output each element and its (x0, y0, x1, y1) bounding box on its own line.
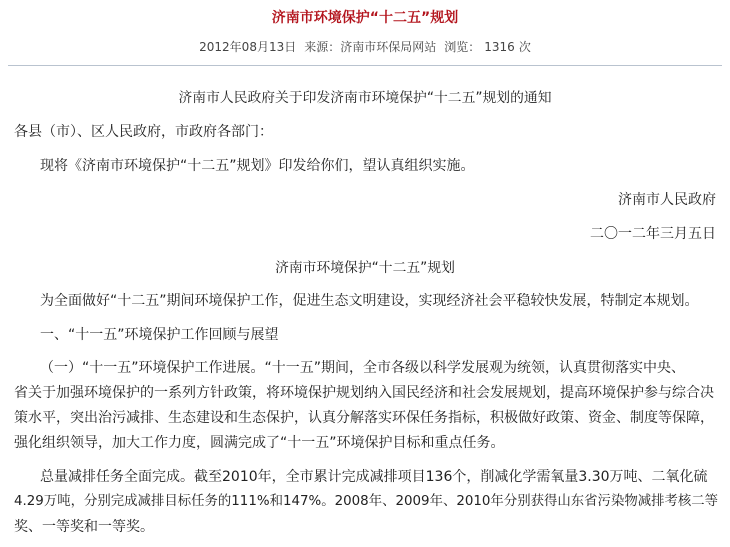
notice-salutation: 各县（市）、区人民政府，市政府各部门： (14, 124, 273, 140)
article-title: 济南市环境保护“十二五”规划 (271, 10, 459, 26)
paragraph-line: 强化组织领导，加大工作力度，圆满完成了“十一五”环境保护目标和重点任务。 (14, 435, 505, 451)
paragraph-line: 策水平，突出治污减排、生态建设和生态保护，认真分解落实环保任务指标，积极做好政策、资金、制度等保障， (14, 410, 714, 426)
paragraph-line: 4.29万吨，分别完成减排目标任务的111%和147%。2008年、2009年、2010年分别获得山东省污染物减排考核二等 (14, 494, 719, 509)
source-name: 济南市环保局网站 (340, 40, 437, 54)
section-title: 一、“十一五”环境保护工作回顾与展望 (40, 327, 279, 343)
notice-date: 二〇一二年三月五日 (590, 226, 716, 242)
views-label: 浏览： (444, 40, 481, 54)
paragraph-line: 总量减排任务全面完成。截至2010年，全市累计完成减排项目136个，削减化学需氧量3.30万吨、二氧化硫 (40, 469, 708, 485)
article-meta (0, 38, 730, 56)
paragraph-line: （一）“十一五”环境保护工作进展。“十一五”期间，全市各级以科学发展观为统领，认真贯彻落实中央、 (40, 360, 686, 376)
paragraph-line: 奖、一等奖和一等奖。 (14, 519, 154, 535)
views-count: 1316 (484, 40, 515, 54)
plan-intro: 为全面做好“十二五”期间环境保护工作，促进生态文明建设，实现经济社会平稳较快发展，特制定本规划。 (40, 293, 699, 309)
publish-date: 2012年08月13日 (199, 40, 297, 54)
notice-signature: 济南市人民政府 (618, 192, 716, 208)
notice-body: 现将《济南市环境保护“十二五”规划》印发给你们，望认真组织实施。 (40, 158, 475, 174)
views-unit: 次 (518, 40, 531, 54)
source-label: 来源： (304, 40, 341, 54)
plan-heading: 济南市环境保护“十二五”规划 (275, 260, 455, 276)
header-divider (8, 65, 722, 66)
notice-heading: 济南市人民政府关于印发济南市环境保护“十二五”规划的通知 (178, 90, 552, 106)
paragraph-line: 省关于加强环境保护的一系列方针政策，将环境保护规划纳入国民经济和社会发展规划，提高环境保护参与综合决 (14, 385, 714, 401)
